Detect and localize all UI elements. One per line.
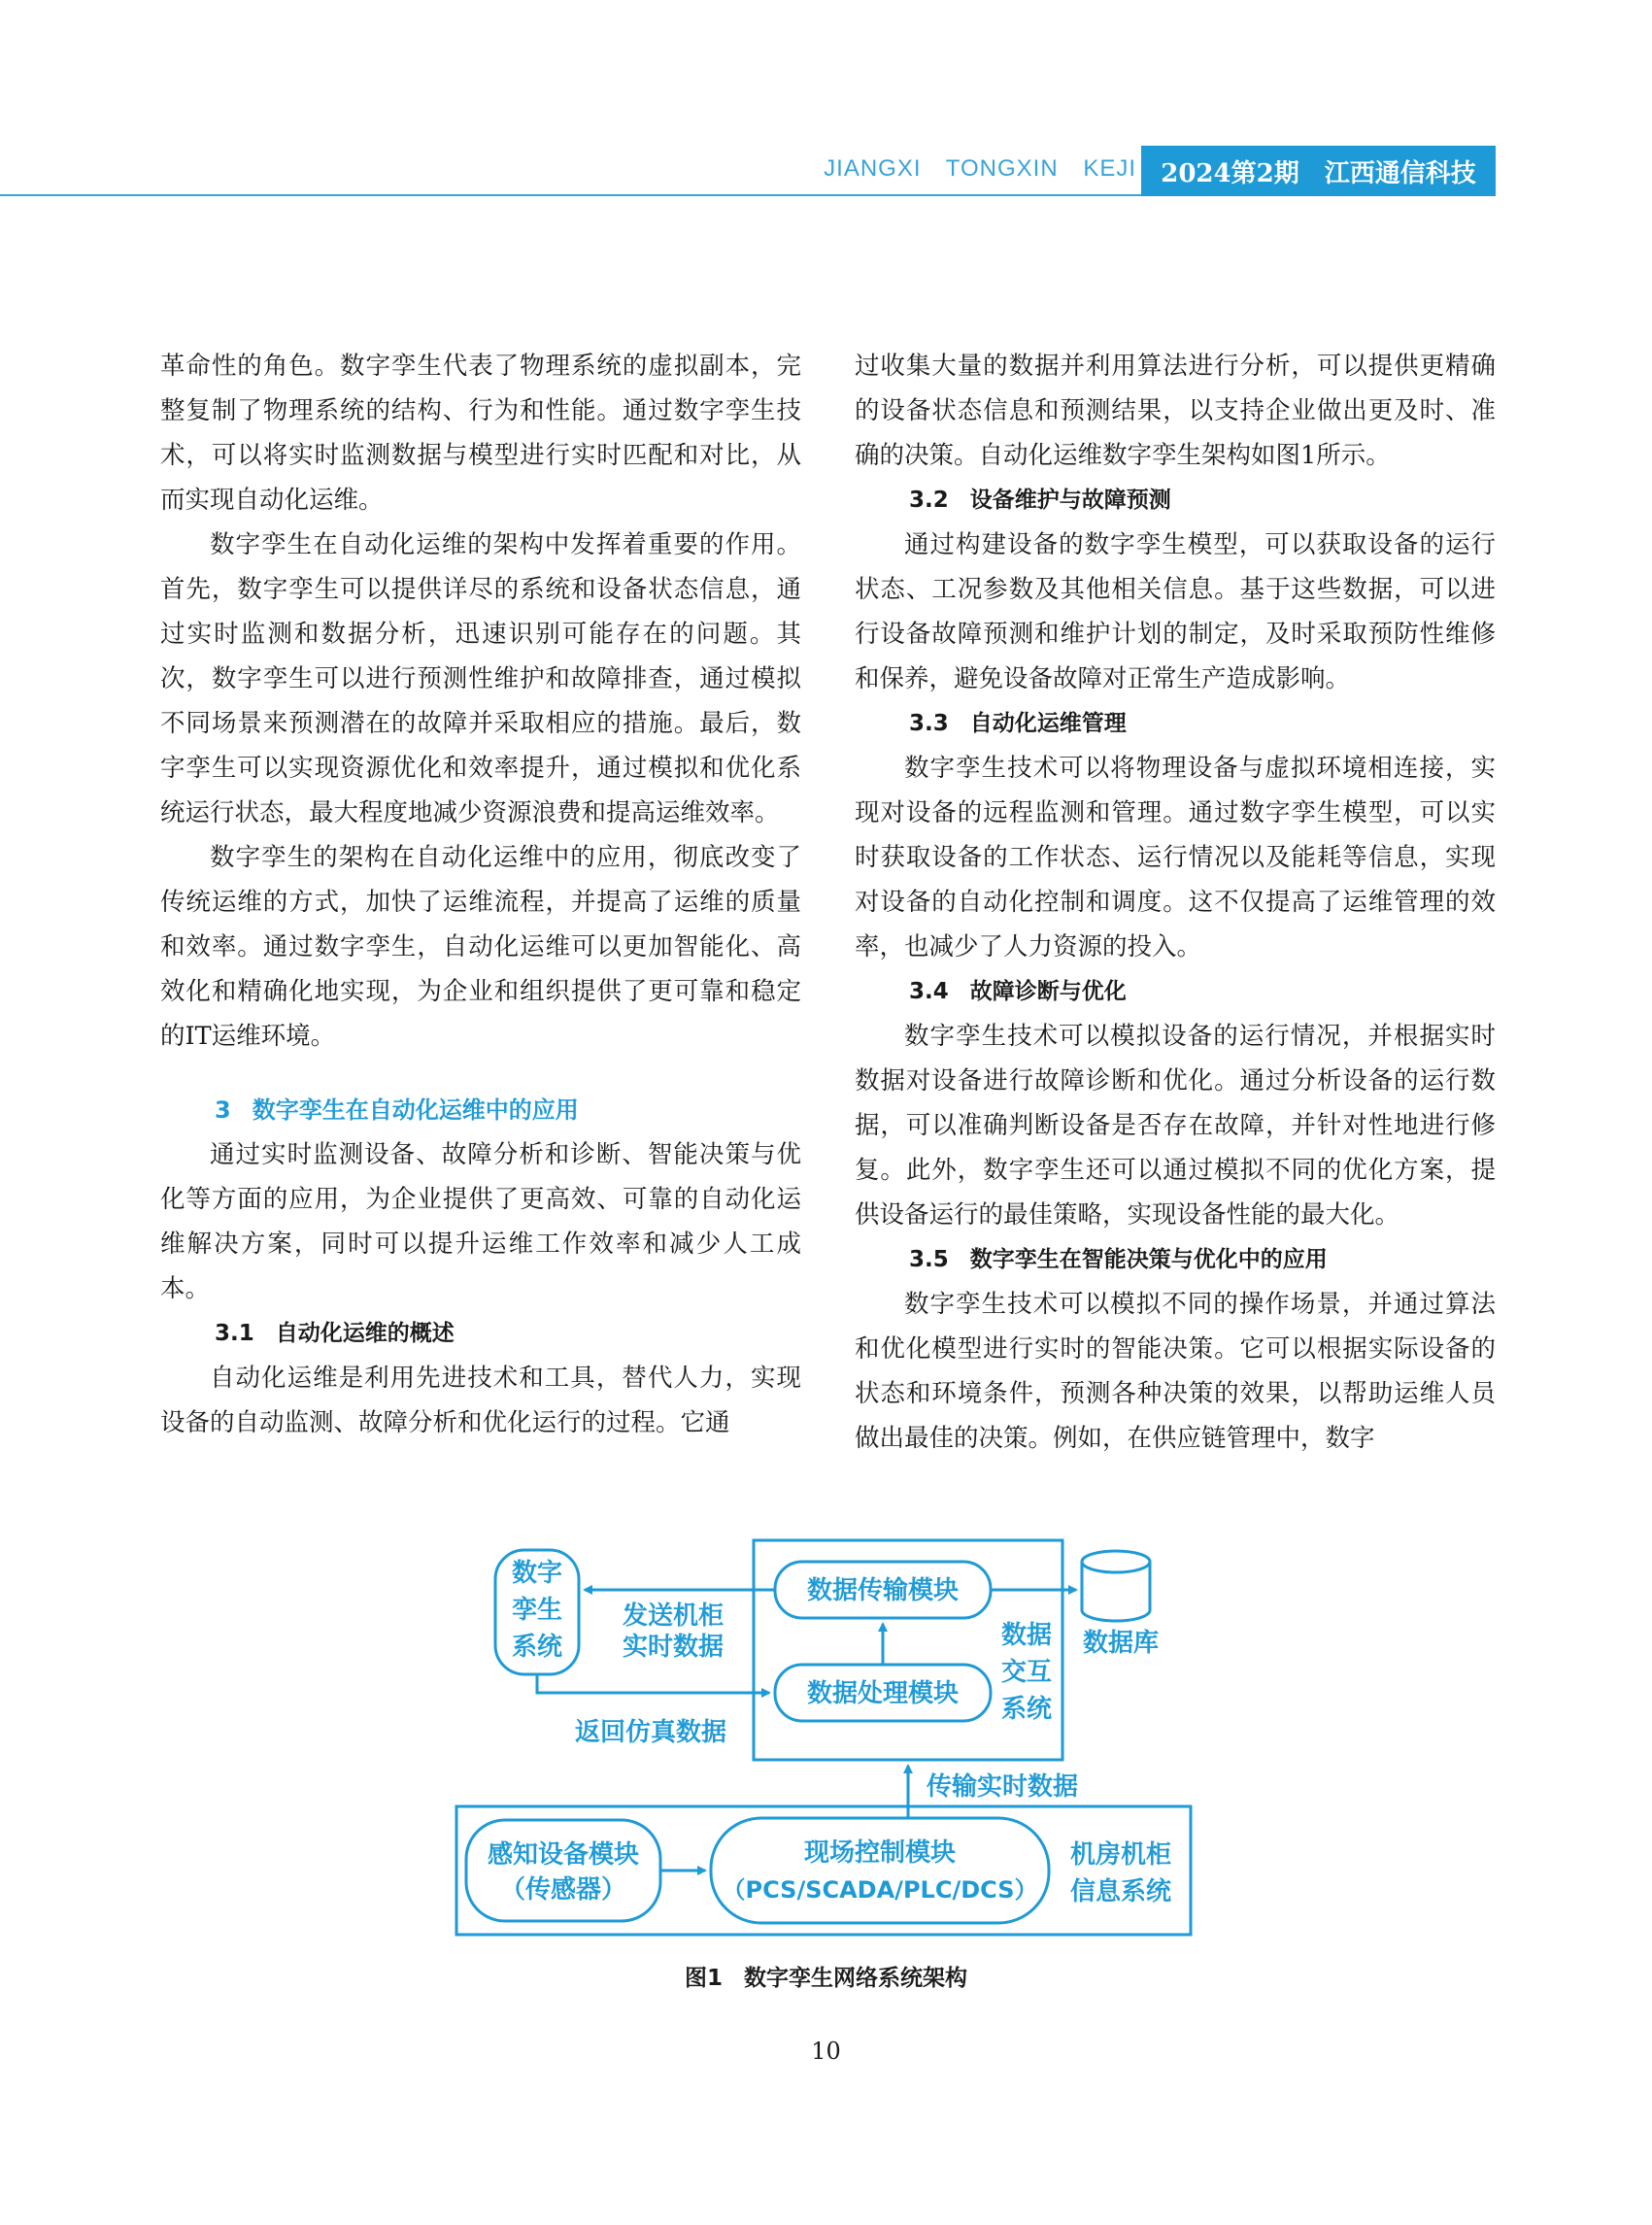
issue-label: 2024第2期 [1161, 158, 1299, 188]
control-label-1: 现场控制模块 [803, 1838, 957, 1868]
process-module-label: 数据处理模块 [806, 1679, 960, 1708]
subsection-title: 数字孪生在智能决策与优化中的应用 [969, 1247, 1328, 1272]
subsection-heading [160, 1311, 801, 1356]
return-label: 返回仿真数据 [574, 1718, 727, 1747]
interact-label-2: 交互 [1000, 1658, 1053, 1687]
twin-label-1: 数字 [511, 1559, 563, 1588]
section-title: 数字孪生在自动化运维中的应用 [252, 1096, 579, 1124]
subsection-number: 3.1 [215, 1321, 254, 1346]
subsection-title: 设备维护与故障预测 [969, 488, 1171, 513]
interact-label-3: 系统 [1000, 1695, 1053, 1724]
subsection-heading [855, 478, 1496, 523]
architecture-diagram [447, 1536, 1224, 1954]
paragraph: 通过构建设备的数字孪生模型，可以获取设备的运行状态、工况参数及其他相关信息。基于这些数据，可以进行设备故障预测和维护计划的制定，及时采取预防性维修和保养，避免设备故障对正常生产造成影响。 [855, 530, 1496, 693]
section-number: 3 [215, 1096, 231, 1124]
left-column [160, 344, 801, 1445]
paragraph: 数字孪生技术可以模拟设备的运行情况，并根据实时数据对设备进行故障诊断和优化。通过分析设备的运行数据，可以准确判断设备是否存在故障，并针对性地进行修复。此外，数字孪生还可以通过模拟不同的优化方案，提供设备运行的最佳策略，实现设备性能的最大化。 [855, 1022, 1496, 1230]
paragraph: 数字孪生在自动化运维的架构中发挥着重要的作用。首先，数字孪生可以提供详尽的系统和设备状态信息，通过实时监测和数据分析，迅速识别可能存在的问题。其次，数字孪生可以进行预测性维护和故障排查，通过模拟不同场景来预测潜在的故障并采取相应的措施。最后，数字孪生可以实现资源优化和效率提升，通过模拟和优化系统运行状态，最大程度地减少资源浪费和提高运维效率。 [160, 530, 801, 827]
subsection-title: 故障诊断与优化 [969, 979, 1127, 1004]
sensor-label-2: （传感器） [499, 1875, 627, 1905]
database-label: 数据库 [1082, 1629, 1160, 1658]
sensor-module-box [466, 1820, 660, 1921]
interact-label-1: 数据 [1000, 1621, 1053, 1650]
paragraph: 自动化运维是利用先进技术和工具，替代人力，实现设备的自动监测、故障分析和优化运行的过程。它通 [160, 1364, 801, 1437]
cabinet-label-1: 机房机柜 [1069, 1840, 1172, 1870]
control-label-2: （PCS/SCADA/PLC/DCS） [722, 1876, 1038, 1904]
subsection-number: 3.3 [909, 711, 949, 736]
figure-caption [0, 1960, 1652, 1992]
figure-number: 图1 [684, 1966, 723, 1991]
subsection-heading [855, 969, 1496, 1014]
paragraph: 革命性的角色。数字孪生代表了物理系统的虚拟副本，完整复制了物理系统的结构、行为和性能。通过数字孪生技术，可以将实时监测数据与模型进行实时匹配和对比，从而实现自动化运维。 [160, 352, 801, 515]
paragraph: 数字孪生的架构在自动化运维中的应用，彻底改变了传统运维的方式，加快了运维流程，并提高了运维的质量和效率。通过数字孪生，自动化运维可以更加智能化、高效化和精确化地实现，为企业和组织提供了更可靠和稳定的IT运维环境。 [160, 843, 801, 1051]
subsection-heading [855, 701, 1496, 746]
subsection-number: 3.4 [909, 979, 949, 1004]
subsection-heading [855, 1237, 1496, 1282]
paragraph: 数字孪生技术可以将物理设备与虚拟环境相连接，实现对设备的远程监测和管理。通过数字孪生模型，可以实时获取设备的工作状态、运行情况以及能耗等信息，实现对设备的自动化控制和调度。这不仅提高了运维管理的效率，也减少了人力资源的投入。 [855, 754, 1496, 961]
send-label-1: 发送机柜 [622, 1601, 725, 1631]
section-heading [160, 1088, 801, 1132]
journal-name-en: JIANGXI TONGXIN KEJI [824, 155, 1136, 182]
figure-title: 数字孪生网络系统架构 [744, 1966, 967, 1991]
architecture-figure [447, 1536, 1224, 1954]
paragraph: 过收集大量的数据并利用算法进行分析，可以提供更精确的设备状态信息和预测结果，以支持企业做出更及时、准确的决策。自动化运维数字孪生架构如图1所示。 [855, 352, 1496, 470]
subsection-title: 自动化运维的概述 [275, 1321, 455, 1346]
realtime-label: 传输实时数据 [926, 1772, 1079, 1802]
data-interaction-box [754, 1540, 1062, 1760]
transmit-module-label: 数据传输模块 [806, 1576, 960, 1605]
issue-banner [1141, 146, 1496, 196]
control-module-box [711, 1818, 1049, 1923]
right-column [855, 344, 1496, 1461]
page-number: 10 [811, 2038, 841, 2065]
paragraph: 数字孪生技术可以模拟不同的操作场景，并通过算法和优化模型进行实时的智能决策。它可以根据实际设备的状态和环境条件，预测各种决策的效果，以帮助运维人员做出最佳的决策。例如，在供应链管理中，数字 [855, 1290, 1496, 1453]
journal-name-cn: 江西通信科技 [1324, 158, 1476, 188]
sensor-label-1: 感知设备模块 [487, 1840, 640, 1870]
subsection-title: 自动化运维管理 [969, 711, 1127, 736]
subsection-number: 3.2 [909, 488, 949, 513]
database-icon-top [1082, 1551, 1150, 1572]
cabinet-label-2: 信息系统 [1069, 1877, 1172, 1906]
send-label-2: 实时数据 [622, 1633, 725, 1662]
cabinet-system-box [456, 1806, 1191, 1935]
paragraph: 通过实时监测设备、故障分析和诊断、智能决策与优化等方面的应用，为企业提供了更高效、可靠的自动化运维解决方案，同时可以提升运维工作效率和减少人工成本。 [160, 1140, 801, 1303]
subsection-number: 3.5 [909, 1247, 949, 1272]
arrow-return-to-process [537, 1674, 769, 1693]
twin-label-2: 孪生 [511, 1596, 563, 1625]
twin-label-3: 系统 [511, 1633, 563, 1662]
